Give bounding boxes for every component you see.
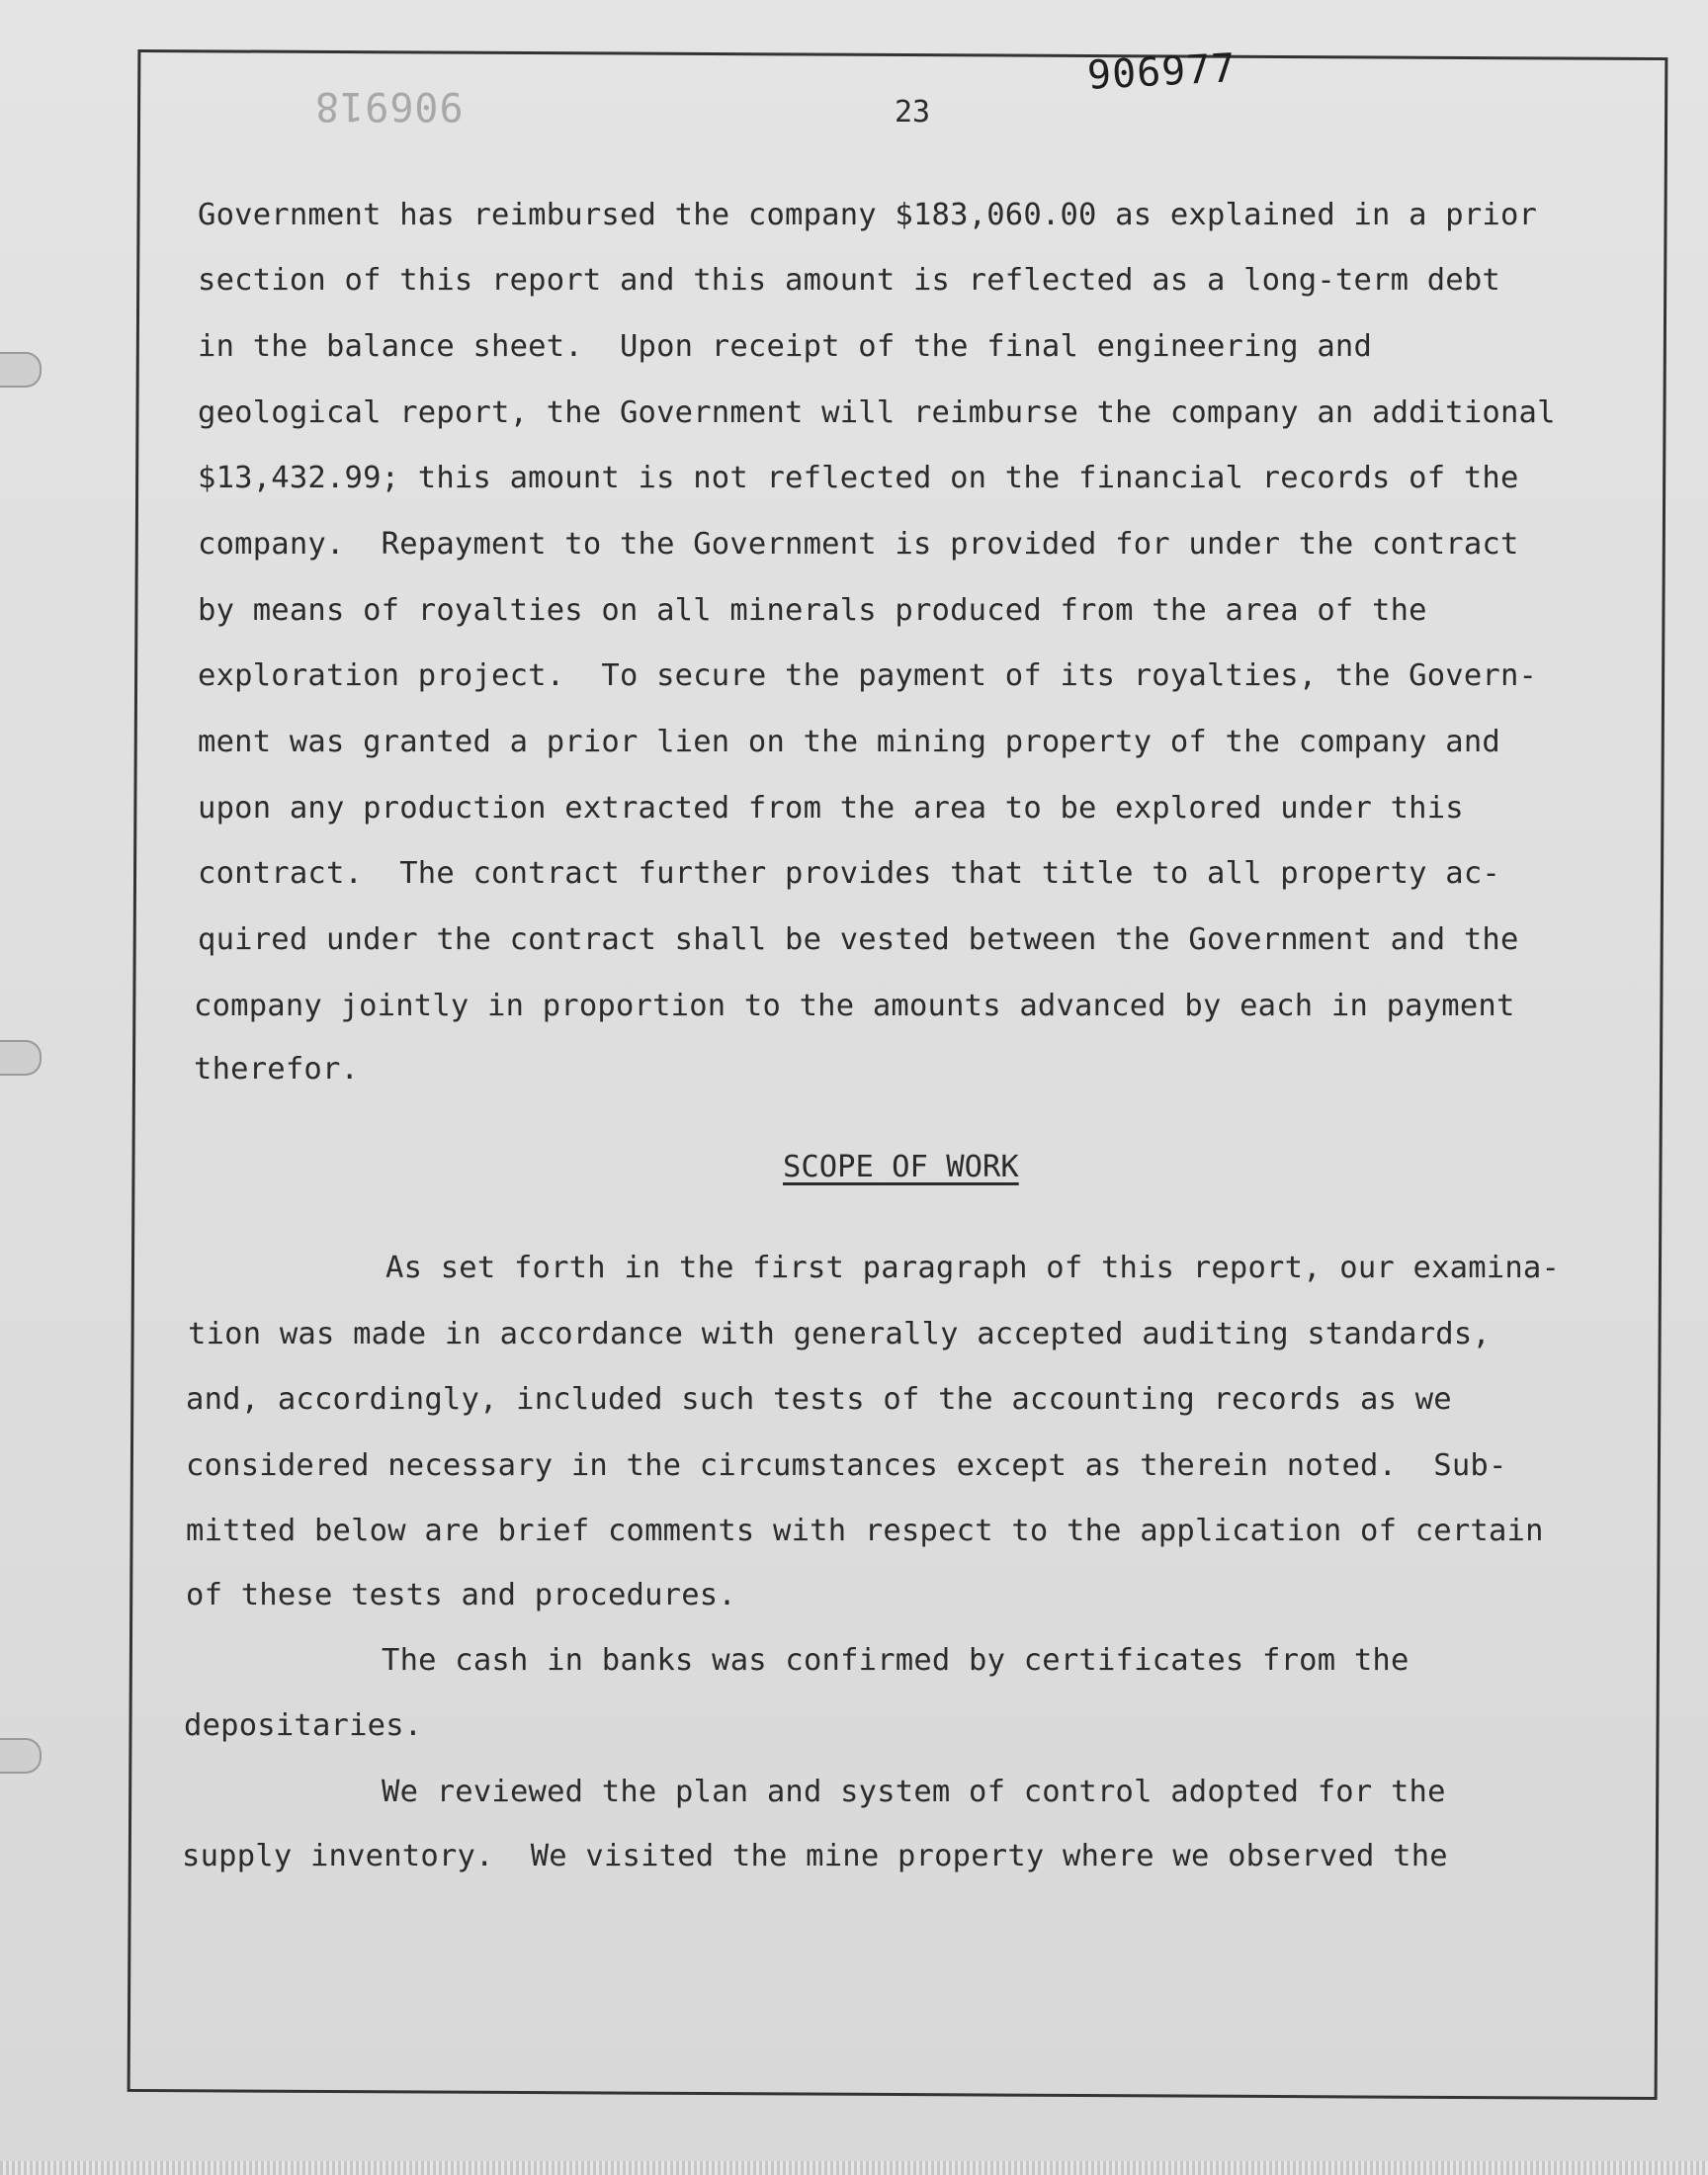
ghost-stamp-number: 906918 <box>314 83 464 129</box>
text-line: company jointly in proportion to the amounts advanced by each in payment <box>194 989 1515 1023</box>
text-line: by means of royalties on all minerals produced from the area of the <box>198 593 1427 628</box>
text-line: Government has reimbursed the company $183,060.00 as explained in a prior <box>198 198 1538 232</box>
text-line: mitted below are brief comments with respect to the application of certain <box>186 1514 1544 1548</box>
text-line: company. Repayment to the Government is provided for under the contract <box>198 527 1519 562</box>
page-number: 23 <box>895 95 931 130</box>
text-line: We reviewed the plan and system of control adopted for the <box>382 1775 1446 1809</box>
text-line: ment was granted a prior lien on the mining property of the company and <box>198 725 1500 759</box>
text-line: section of this report and this amount is reflected as a long-term debt <box>198 263 1500 298</box>
text-line: geological report, the Government will reimburse the company an additional <box>198 395 1556 430</box>
text-line: in the balance sheet. Upon receipt of the final engineering and <box>198 329 1373 364</box>
scan-edge-strip <box>0 2161 1708 2175</box>
text-line: depositaries. <box>184 1708 423 1743</box>
text-line: quired under the contract shall be vested between the Government and the <box>198 922 1519 957</box>
text-line: upon any production extracted from the area to be explored under this <box>198 791 1464 826</box>
punch-hole <box>0 1738 42 1774</box>
text-line: considered necessary in the circumstances except as therein noted. Sub- <box>186 1448 1507 1483</box>
punch-hole <box>0 352 42 388</box>
text-line: supply inventory. We visited the mine property where we observed the <box>182 1839 1448 1873</box>
text-line: exploration project. To secure the payment of its royalties, the Govern- <box>198 658 1538 693</box>
text-line: The cash in banks was confirmed by certificates from the <box>382 1643 1409 1678</box>
text-line: contract. The contract further provides that title to all property ac- <box>198 856 1500 891</box>
section-heading: SCOPE OF WORK <box>783 1150 1019 1184</box>
text-line: As set forth in the first paragraph of this report, our examina- <box>385 1251 1561 1285</box>
punch-hole <box>0 1040 42 1076</box>
document-stamp-number: 906977 <box>1085 45 1238 99</box>
text-line: and, accordingly, included such tests of the accounting records as we <box>186 1382 1452 1417</box>
text-line: tion was made in accordance with generally accepted auditing standards, <box>188 1317 1491 1351</box>
text-line: of these tests and procedures. <box>186 1578 736 1612</box>
text-line: $13,432.99; this amount is not reflected on the financial records of the <box>198 461 1519 495</box>
text-line: therefor. <box>194 1052 360 1087</box>
